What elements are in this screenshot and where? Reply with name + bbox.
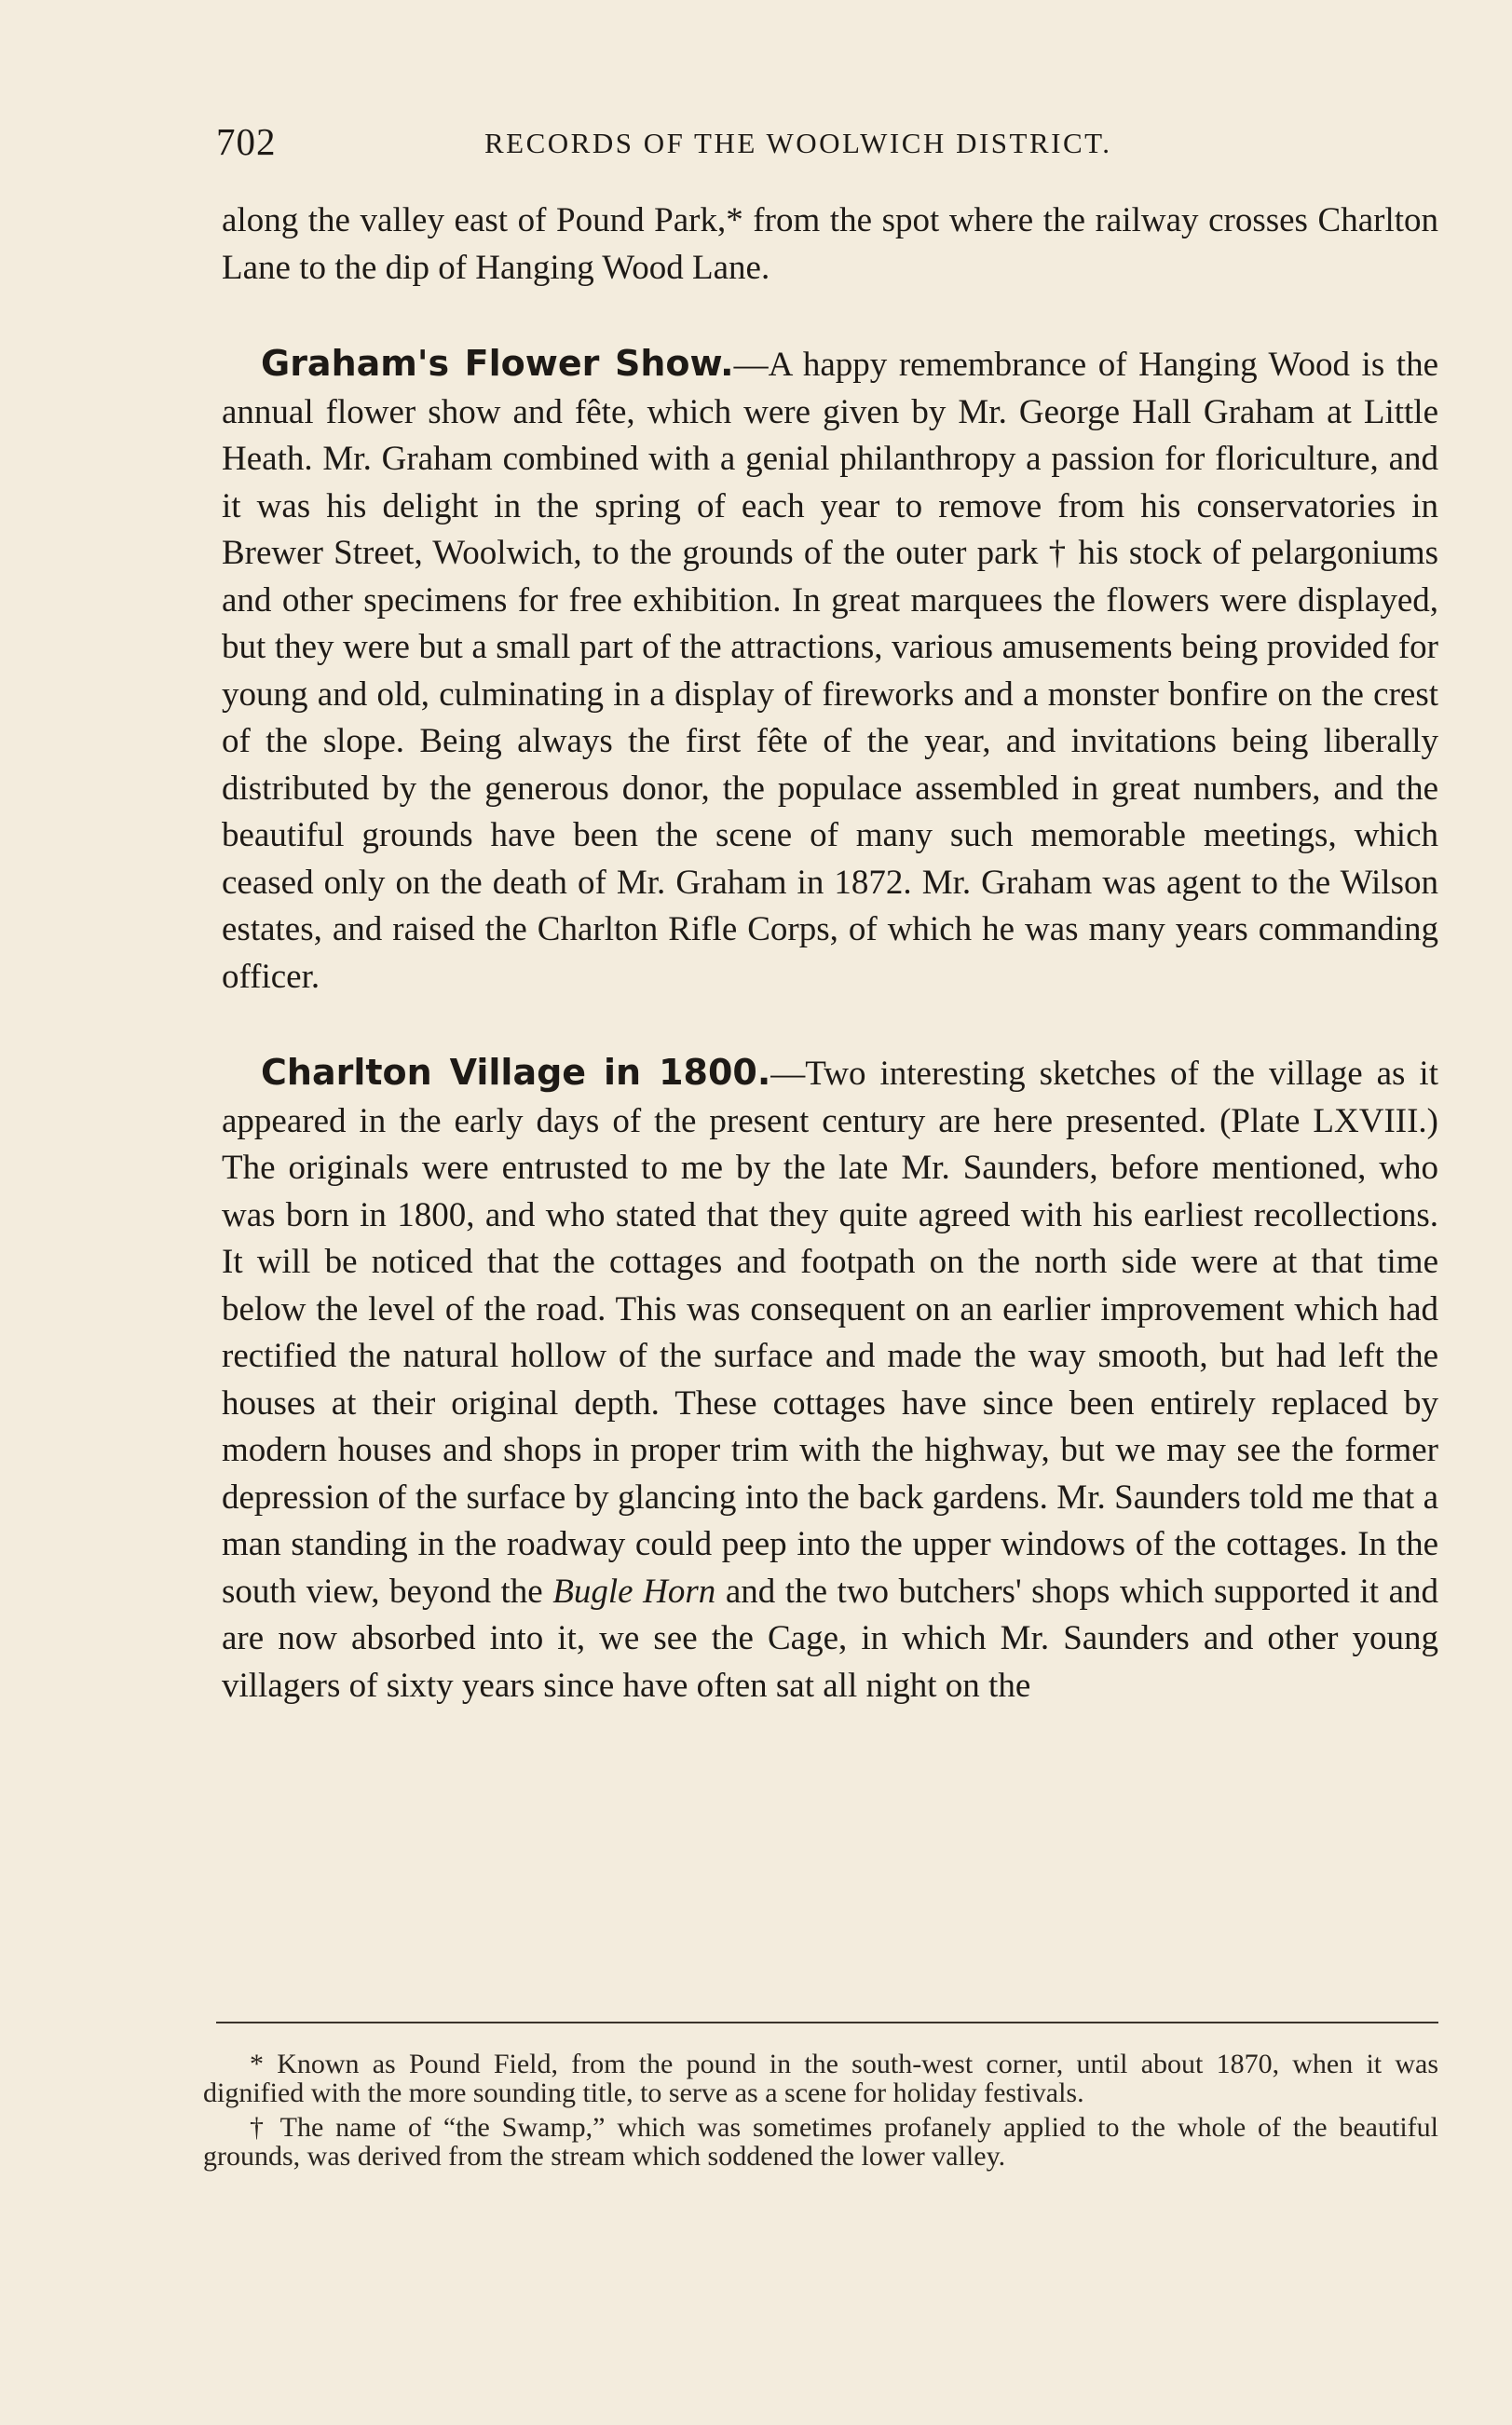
paragraph-flower-show <box>222 340 1438 1001</box>
paragraph-continuation: along the valley east of Pound Park,* from the spot where the railway crosses Charlton Lane to the dip of Hanging Wood Lane. <box>222 201 1438 287</box>
footnote-rule <box>216 2022 1438 2023</box>
paragraph-text: —A happy remembrance of Hanging Wood is the annual flower show and fête, which were given by Mr. George Hall Graham at Little Heath. Mr. Graham combined with a genial philanthropy a passion for floriculture, and it was his delight in the spring of each year to remove from his conservatories in Brewer Street, Woolwich, to the grounds of the outer park † his stock of pelargoniums and other specimens for free exhibition. In great marquees the flowers were displayed, but they were but a small part of the attractions, various amusements being provided for young and old, culminating in a display of fireworks and a monster bonfire on the crest of the slope. Being always the first fête of the year, and invitations being liberally distributed by the generous donor, the populace assembled in great numbers, and the beautiful grounds have been the scene of many such memorable meetings, which ceased only on the death of Mr. Graham in 1872. Mr. Graham was agent to the Wilson estates, and raised the Charlton Rifle Corps, of which he was many years commanding officer. <box>222 346 1438 996</box>
page-header <box>216 119 1446 175</box>
section-heading-charlton-village: Charlton Village in 1800. <box>261 1052 771 1093</box>
paragraph-text: —Two interesting sketches of the village as it appeared in the early days of the present century are here presented. (Plate LXVIII.) The originals were entrusted to me by the late Mr. Saunders, before mentioned, who was born in 1800, and who stated that they quite agreed with his earliest recollections. It will be noticed that the cottages and footpath on the north side were at that time below the level of the road. This was consequent on an earlier improvement which had rectified the natural hollow of the surface and made the way smooth, but had left the houses at their original depth. These cottages have since been entirely replaced by modern houses and shops in proper trim with the highway, but we may see the former depression of the surface by glancing into the back gardens. Mr. Saunders told me that a man standing in the roadway could peep into the upper windows of the cottages. In the south view, beyond the <box>222 1055 1438 1611</box>
italic-inn-name: Bugle Horn <box>552 1572 716 1611</box>
paragraph-charlton-village <box>222 1049 1438 1710</box>
section-heading-flower-show: Graham's Flower Show. <box>261 343 734 384</box>
page-number: 702 <box>216 120 277 163</box>
footnote: * Known as Pound Field, from the pound in the south-west corner, until about 1870, when it was dignified with the more sounding title, to serve as a scene for holiday festivals. <box>203 2049 1438 2108</box>
main-text <box>222 198 1438 1710</box>
footnotes <box>203 2050 1438 2171</box>
running-title: RECORDS OF THE WOOLWICH DISTRICT. <box>484 127 1112 159</box>
footnote: † The name of “the Swamp,” which was sometimes profanely applied to the whole of the beautiful grounds, was derived from the stream which soddened the lower valley. <box>203 2112 1438 2172</box>
paragraph-text: and the two butchers' shops which supported it and are now absorbed into it, we see the Cage, in which Mr. Saunders and other young villagers of sixty years since have often sat all night on the <box>222 1572 1438 1705</box>
